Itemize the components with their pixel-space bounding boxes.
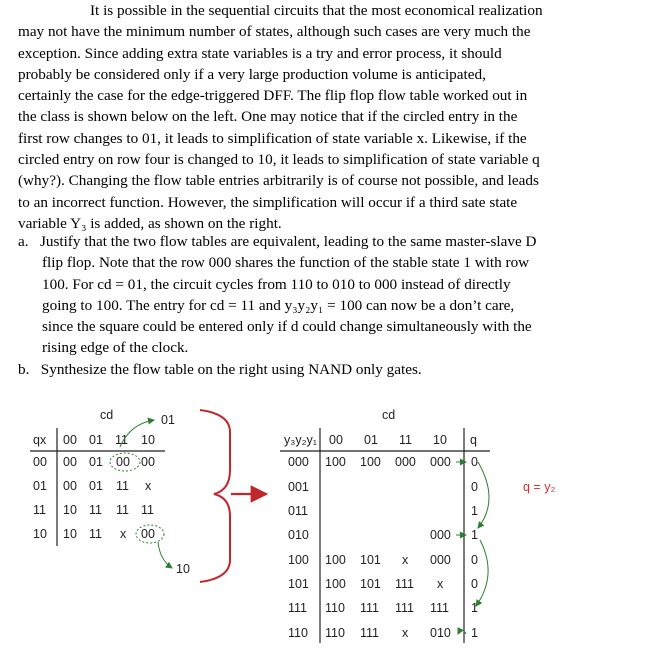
paragraph-line: probably be considered only if a very large production volume is anticipated, <box>18 65 486 83</box>
right-q-value: 0 <box>471 480 478 494</box>
left-row-label: 00 <box>33 455 47 469</box>
right-row-label: 010 <box>288 528 309 542</box>
left-cell: 10 <box>63 503 77 517</box>
left-cell: 00 <box>63 479 77 493</box>
right-cell: x <box>402 626 409 640</box>
left-row-label: 11 <box>33 503 46 517</box>
right-cell: 010 <box>430 626 451 640</box>
left-cell: 10 <box>63 527 77 541</box>
question-a-text: Justify that the two flow tables are equivalent, leading to the same master-slave D <box>39 233 537 250</box>
right-cell: x <box>437 577 444 591</box>
left-cell: 01 <box>89 479 103 493</box>
right-cell: 000 <box>430 528 451 542</box>
right-cell: 100 <box>325 553 346 567</box>
right-q-value: 0 <box>471 455 478 469</box>
left-cell-circled: 00 <box>141 527 155 541</box>
left-cell: 00 <box>63 455 77 469</box>
right-row-label: 100 <box>288 553 309 567</box>
right-arrow-110 <box>458 630 466 634</box>
question-a-line: going to 100. The entry for cd = 11 and y₃y₂y₁ = 100 can now be a don’t care, <box>42 296 515 314</box>
question-a-line: flip flop. Note that the row 000 shares the function of the stable state 1 with row <box>42 254 530 272</box>
right-q-header: q <box>470 433 477 447</box>
right-cell: 000 <box>395 455 416 469</box>
right-corner-label: y₃y₂y₁ <box>284 433 317 447</box>
left-col-header: 01 <box>89 433 103 447</box>
right-cell: 111 <box>395 577 415 591</box>
left-cell: 00 <box>141 455 155 469</box>
right-col-header: 01 <box>364 433 378 447</box>
right-cell: 100 <box>325 455 346 469</box>
left-arrow-to-10 <box>158 542 172 568</box>
paragraph-line: the class is shown below on the left. One may notice that if the circled entry in the <box>18 108 518 126</box>
paragraph-line: exception. Since adding extra state variables is a try and error process, it should <box>18 44 502 62</box>
paragraph-line: It is possible in the sequential circuits that the most economical realization <box>90 2 543 19</box>
right-row-label: 110 <box>288 626 308 640</box>
right-arrow-000-to-010 <box>478 462 489 528</box>
paragraph-line: to an incorrect function. However, the simplification will occur if a third sate state <box>18 193 518 211</box>
right-cell: x <box>402 553 409 567</box>
question-a-line: rising edge of the clock. <box>42 339 189 357</box>
right-cell: 111 <box>360 601 380 615</box>
left-cell: 11 <box>141 503 154 517</box>
question-b-label: b. <box>18 360 30 378</box>
right-cell: 110 <box>325 601 345 615</box>
paragraph-line: (why?). Changing the flow table entries arbitrarily is of course not possible, and leads <box>18 172 539 190</box>
right-q-value: 1 <box>471 504 478 518</box>
right-row-label: 000 <box>288 455 309 469</box>
right-cell: 111 <box>360 626 380 640</box>
left-cell: 11 <box>89 503 102 517</box>
paragraph-line: circled entry on row four is changed to 10, it leads to simplification of state variable q <box>18 151 540 169</box>
question-a-line: since the square could be entered only if d could change simultaneously with the <box>42 318 532 336</box>
right-cell: 111 <box>430 601 450 615</box>
right-q-value: 0 <box>471 553 478 567</box>
paragraph-line: variable Y₃ is added, as shown on the right. <box>18 214 282 232</box>
right-cell: 111 <box>395 601 415 615</box>
left-col-header: 10 <box>141 433 155 447</box>
right-cell: 101 <box>360 553 381 567</box>
right-col-header: 10 <box>433 433 447 447</box>
left-col-header: 11 <box>115 433 128 447</box>
left-circled-entry-row4 <box>136 525 164 543</box>
paragraph-line: first row changes to 01, it leads to simplification of state variable x. Likewise, if the <box>18 129 527 147</box>
right-cell: 000 <box>430 553 451 567</box>
question-a-label: a. <box>18 233 29 250</box>
left-row-label: 01 <box>33 479 47 493</box>
right-q-value: 0 <box>471 577 478 591</box>
left-cell: x <box>145 479 152 493</box>
left-cell: 11 <box>89 527 102 541</box>
right-cell: 101 <box>360 577 381 591</box>
right-q-value: 1 <box>471 601 478 615</box>
right-cd-label: cd <box>382 408 396 422</box>
left-arrow-top-label: 01 <box>161 413 175 427</box>
question-b-text: Synthesize the flow table on the right using NAND only gates. <box>40 360 422 378</box>
left-row-label: 10 <box>33 527 47 541</box>
right-arrow-010-loop <box>476 540 488 606</box>
left-cd-label: cd <box>100 408 114 422</box>
right-cell: 110 <box>325 626 345 640</box>
left-table-grid <box>30 428 165 546</box>
left-arrow-to-01 <box>120 420 154 447</box>
question-a-line: 100. For cd = 01, the circuit cycles from 110 to 010 to 000 instead of directly <box>42 275 511 293</box>
right-row-label: 101 <box>288 577 309 591</box>
right-col-header: 11 <box>399 433 412 447</box>
red-brace <box>200 410 230 582</box>
left-cell: 11 <box>116 503 129 517</box>
q-equals-y2-equation: q = y₂ <box>523 480 556 494</box>
left-corner-label: qx <box>33 433 47 447</box>
left-arrow-bottom-label: 10 <box>176 562 190 576</box>
right-q-value: 1 <box>471 626 478 640</box>
right-row-label: 111 <box>288 601 308 615</box>
right-cell: 100 <box>325 577 346 591</box>
left-cell: x <box>120 527 127 541</box>
paragraph-line: may not have the minimum number of states, although such cases are very much the <box>18 23 531 41</box>
paragraph-line: certainly the case for the edge-triggered DFF. The flip flop flow table worked out in <box>18 87 528 105</box>
right-cell: 000 <box>430 455 451 469</box>
left-cell: 11 <box>116 479 129 493</box>
left-circled-entry-row1 <box>110 453 140 471</box>
left-cell: 01 <box>89 455 103 469</box>
left-cell-circled: 00 <box>116 455 130 469</box>
right-row-label: 011 <box>288 504 308 518</box>
right-row-label: 001 <box>288 480 309 494</box>
right-col-header: 00 <box>329 433 343 447</box>
left-col-header: 00 <box>63 433 77 447</box>
right-q-value: 1 <box>471 528 478 542</box>
right-cell: 100 <box>360 455 381 469</box>
